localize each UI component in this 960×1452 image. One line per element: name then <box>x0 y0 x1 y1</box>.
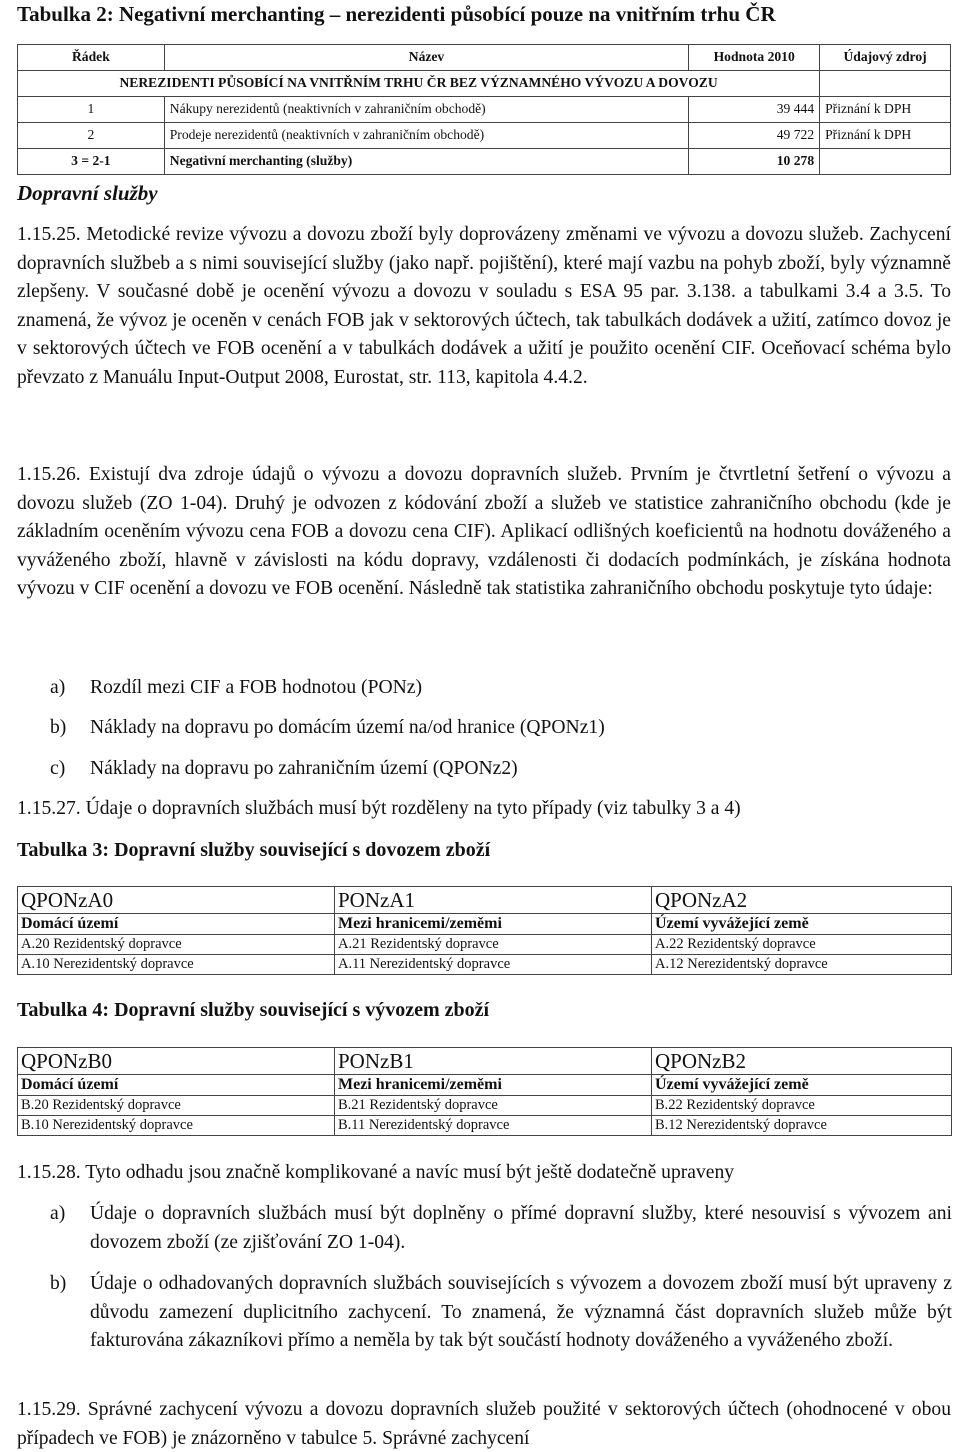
paragraph-1-15-27: 1.15.27. Údaje o dopravních službách musí být rozděleny na tyto případy (viz tabulky 3 a 4) <box>17 798 741 819</box>
list-item <box>50 1270 952 1356</box>
cell-source: Přiznání k DPH <box>820 97 951 123</box>
list-text: Náklady na dopravu po domácím území na/od hranice (QPONz1) <box>90 717 605 738</box>
cell-value: 39 444 <box>689 97 820 123</box>
cell-source: Přiznání k DPH <box>820 123 951 149</box>
cell-value: 49 722 <box>689 123 820 149</box>
list-item <box>50 755 952 784</box>
section-empty-cell <box>820 71 951 97</box>
table-cell: B.22 Rezidentský dopravce <box>652 1096 952 1116</box>
table-cell: B.10 Nerezidentský dopravce <box>18 1116 335 1136</box>
table-3-header-row <box>18 914 952 935</box>
list-marker: a) <box>50 1203 66 1224</box>
list-text: Údaje o dopravních službách musí být doplněny o přímé dopravní služby, které nesouvisí s vývozem ani dovozem zboží (ze zjišťování ZO 1-04). <box>90 1203 952 1253</box>
table-row <box>18 955 952 975</box>
table-row <box>18 1096 952 1116</box>
table-row <box>18 123 951 149</box>
table-cell: A.22 Rezidentský dopravce <box>652 935 952 955</box>
list-marker: b) <box>50 717 67 738</box>
cell-name: Prodeje nerezidentů (neaktivních v zahraničním obchodě) <box>164 123 688 149</box>
list-marker: b) <box>50 1273 67 1294</box>
section-heading-dopravni-sluzby: Dopravní služby <box>17 181 158 205</box>
table-4-title: Tabulka 4: Dopravní služby související s vývozem zboží <box>17 999 490 1021</box>
cell-value: 10 278 <box>689 149 820 175</box>
list-text: Údaje o odhadovaných dopravních službách souvisejících s vývozem a dovozem zboží musí být upraveny z důvodu zamezení duplicitního zachycení. To znamená, že významná část dopravních služeb může být fakturována zákazníkovi přímo a neměla by tak být součástí hodnoty dováženého a vyváženého zboží. <box>90 1273 952 1351</box>
table-2-section-row <box>18 71 951 97</box>
table-2-title: Tabulka 2: Negativní merchanting – nerezidenti působící pouze na vnitřním trhu ČR <box>17 2 776 26</box>
header-cell: Území vyvážející země <box>652 914 952 935</box>
cell-name: Nákupy nerezidentů (neaktivních v zahraničním obchodě) <box>164 97 688 123</box>
table-cell: A.20 Rezidentský dopravce <box>18 935 335 955</box>
table-cell: B.21 Rezidentský dopravce <box>335 1096 652 1116</box>
paragraph-1-15-29: 1.15.29. Správné zachycení vývozu a dovozu dopravních služeb použité v sektorových účtech (ohodnocené v obou případech ve FOB) je znázorněno v tabulce 5. Správné zachycení <box>17 1399 951 1449</box>
header-cell: Mezi hranicemi/zeměmi <box>335 914 652 935</box>
header-cell: Území vyvážející země <box>652 1075 952 1096</box>
list-text: Náklady na dopravu po zahraničním území (QPONz2) <box>90 758 518 779</box>
table-3-code-row <box>18 887 952 914</box>
code-cell: QPONzA0 <box>18 887 335 914</box>
list-item <box>50 674 952 703</box>
cell-row-number: 1 <box>18 97 165 123</box>
table-4-code-row <box>18 1048 952 1075</box>
table-2 <box>17 44 951 175</box>
header-cell: Domácí území <box>18 1075 335 1096</box>
col-header-source: Údajový zdroj <box>820 45 951 71</box>
table-3 <box>17 886 952 975</box>
paragraph-1-15-25: 1.15.25. Metodické revize vývozu a dovozu zboží byly doprovázeny změnami ve vývozu a dovozu služeb. Zachycení dopravních službeb a s nimi související služby (jako např. pojištění), které mají vazbu na pohyb zboží, byly významně zlepšeny. V současné době je ocenění vývozu a dovozu v souladu s ESA 95 par. 3.138. a tabulkami 3.4 a 3.5. To znamená, že vývoz je oceněn v cenách FOB jak v sektorových účtech, tak tabulkách dodávek a užití, zatímco dovoz je v sektorových účtech ve FOB ocenění a v tabulkách dodávek a užití je použito ocenění CIF. Oceňovací schéma bylo převzato z Manuálu Input-Output 2008, Eurostat, str. 113, kapitola 4.4.2. <box>17 224 951 388</box>
table-row <box>18 935 952 955</box>
table-cell: A.21 Rezidentský dopravce <box>335 935 652 955</box>
table-cell: A.12 Nerezidentský dopravce <box>652 955 952 975</box>
paragraph-1-15-28: 1.15.28. Tyto odhadu jsou značně komplikované a navíc musí být ještě dodatečně upraveny <box>17 1162 735 1183</box>
list-marker: c) <box>50 758 66 779</box>
code-cell: PONzA1 <box>335 887 652 914</box>
paragraph-1-15-26: 1.15.26. Existují dva zdroje údajů o vývozu a dovozu dopravních služeb. Prvním je čtvrtletní šetření o vývozu a dovozu služeb (ZO 1-04). Druhý je odvozen z kódování zboží a služeb ve statistice zahraničního obchodu (kde je základním oceněním vývozu cena FOB a dovozu cena CIF). Aplikací odlišných koeficientů na hodnotu dováženého a vyváženého zboží, hlavně v závislosti na kódu dopravy, vzdálenosti či dodacích podmínkách, je získána hodnota vývozu v CIF ocenění a dovozu ve FOB ocenění. Následně tak statistika zahraničního obchodu poskytuje tyto údaje: <box>17 464 951 599</box>
cell-source <box>820 149 951 175</box>
cell-name: Negativní merchanting (služby) <box>164 149 688 175</box>
header-cell: Domácí území <box>18 914 335 935</box>
cell-row-number: 2 <box>18 123 165 149</box>
table-row <box>18 1116 952 1136</box>
col-header-row: Řádek <box>18 45 165 71</box>
table-4 <box>17 1047 952 1136</box>
code-cell: QPONzB2 <box>652 1048 952 1075</box>
code-cell: QPONzA2 <box>652 887 952 914</box>
table-cell: B.11 Nerezidentský dopravce <box>335 1116 652 1136</box>
table-row-total <box>18 149 951 175</box>
col-header-value: Hodnota 2010 <box>689 45 820 71</box>
col-header-name: Název <box>164 45 688 71</box>
section-label: NEREZIDENTI PŮSOBÍCÍ NA VNITŘNÍM TRHU ČR BEZ VÝZNAMNÉHO VÝVOZU A DOVOZU <box>18 71 820 97</box>
cell-row-number: 3 = 2-1 <box>18 149 165 175</box>
table-cell: B.12 Nerezidentský dopravce <box>652 1116 952 1136</box>
table-cell: B.20 Rezidentský dopravce <box>18 1096 335 1116</box>
table-cell: A.11 Nerezidentský dopravce <box>335 955 652 975</box>
table-2-header-row <box>18 45 951 71</box>
code-cell: PONzB1 <box>335 1048 652 1075</box>
table-cell: A.10 Nerezidentský dopravce <box>18 955 335 975</box>
table-4-header-row <box>18 1075 952 1096</box>
list-item <box>50 1200 952 1257</box>
list-text: Rozdíl mezi CIF a FOB hodnotou (PONz) <box>90 677 422 698</box>
list-item <box>50 714 952 743</box>
table-row <box>18 97 951 123</box>
list-marker: a) <box>50 677 66 698</box>
table-3-title: Tabulka 3: Dopravní služby související s dovozem zboží <box>17 839 491 861</box>
code-cell: QPONzB0 <box>18 1048 335 1075</box>
header-cell: Mezi hranicemi/zeměmi <box>335 1075 652 1096</box>
